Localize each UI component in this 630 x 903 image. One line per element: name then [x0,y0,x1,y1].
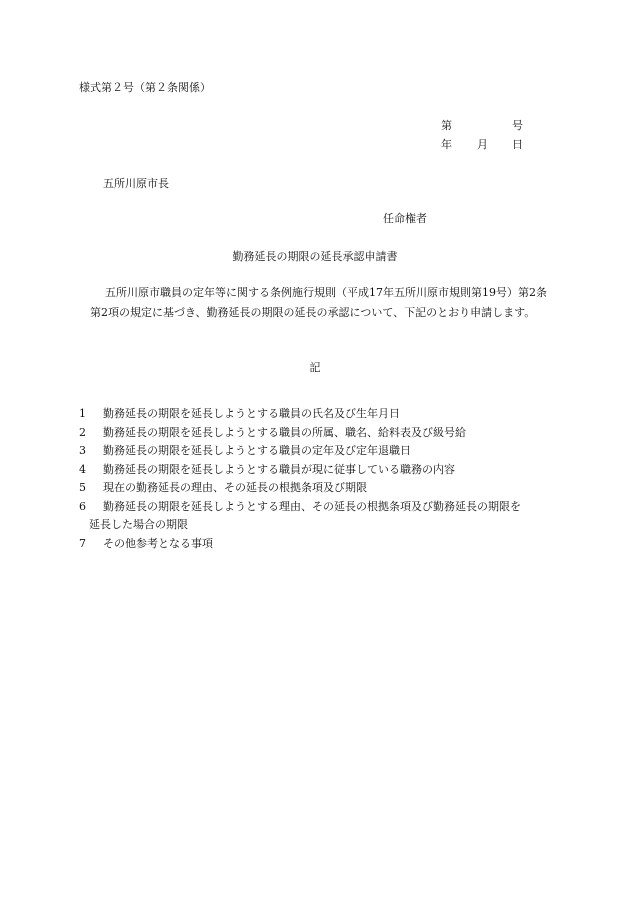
item-text: その他参考となる事項 [103,536,213,550]
item-text-wrapped [89,498,553,535]
item-number: 2 [79,425,86,439]
date-month-label: 月 [477,138,488,151]
item-text: 現在の勤務延長の理由、その延長の根拠条項及び期限 [103,481,367,494]
item-text: 勤務延長の期限を延長しようとする職員の所属、職名、給料表及び級号給 [103,425,466,439]
list-item [79,405,559,424]
appointer: 任命権者 [383,212,427,225]
list-item [79,442,559,461]
body-paragraph: 五所川原市職員の定年等に関する条例施行規則（平成17年五所川原市規則第19号）第2条第2項の規定に基づき、勤務延長の期限の延長の承認について、下記のとおり申請します。 [90,286,547,319]
ki-heading: 記 [309,361,321,374]
item-list [79,405,559,553]
item-number: 1 [79,407,86,420]
list-item [79,498,559,535]
list-item [79,479,559,498]
item-text-line1: 勤務延長の期限を延長しようとする理由、その延長の根拠条項及び勤務延長の期限を [103,499,521,513]
item-number: 4 [79,462,86,476]
date-day-label: 日 [512,138,523,151]
date-year-label: 年 [441,138,452,151]
item-text-line2: 延長した場合の期限 [89,518,188,531]
document-title: 勤務延長の期限の延長承認申請書 [232,250,398,263]
document-number-suffix: 号 [512,119,523,132]
list-item [79,535,559,554]
addressee: 五所川原市長 [103,177,169,190]
item-number: 6 [79,499,86,513]
item-number: 3 [79,444,86,457]
document-number-prefix: 第 [441,119,452,132]
list-item [79,424,559,443]
item-text: 勤務延長の期限を延長しようとする職員の氏名及び生年月日 [103,407,400,420]
list-item [79,461,559,480]
item-number: 5 [79,481,86,494]
item-number: 7 [79,536,86,550]
item-text: 勤務延長の期限を延長しようとする職員が現に従事している職務の内容 [103,462,455,476]
form-number: 様式第２号（第２条関係） [79,81,211,94]
item-text: 勤務延長の期限を延長しようとする職員の定年及び定年退職日 [103,444,411,457]
